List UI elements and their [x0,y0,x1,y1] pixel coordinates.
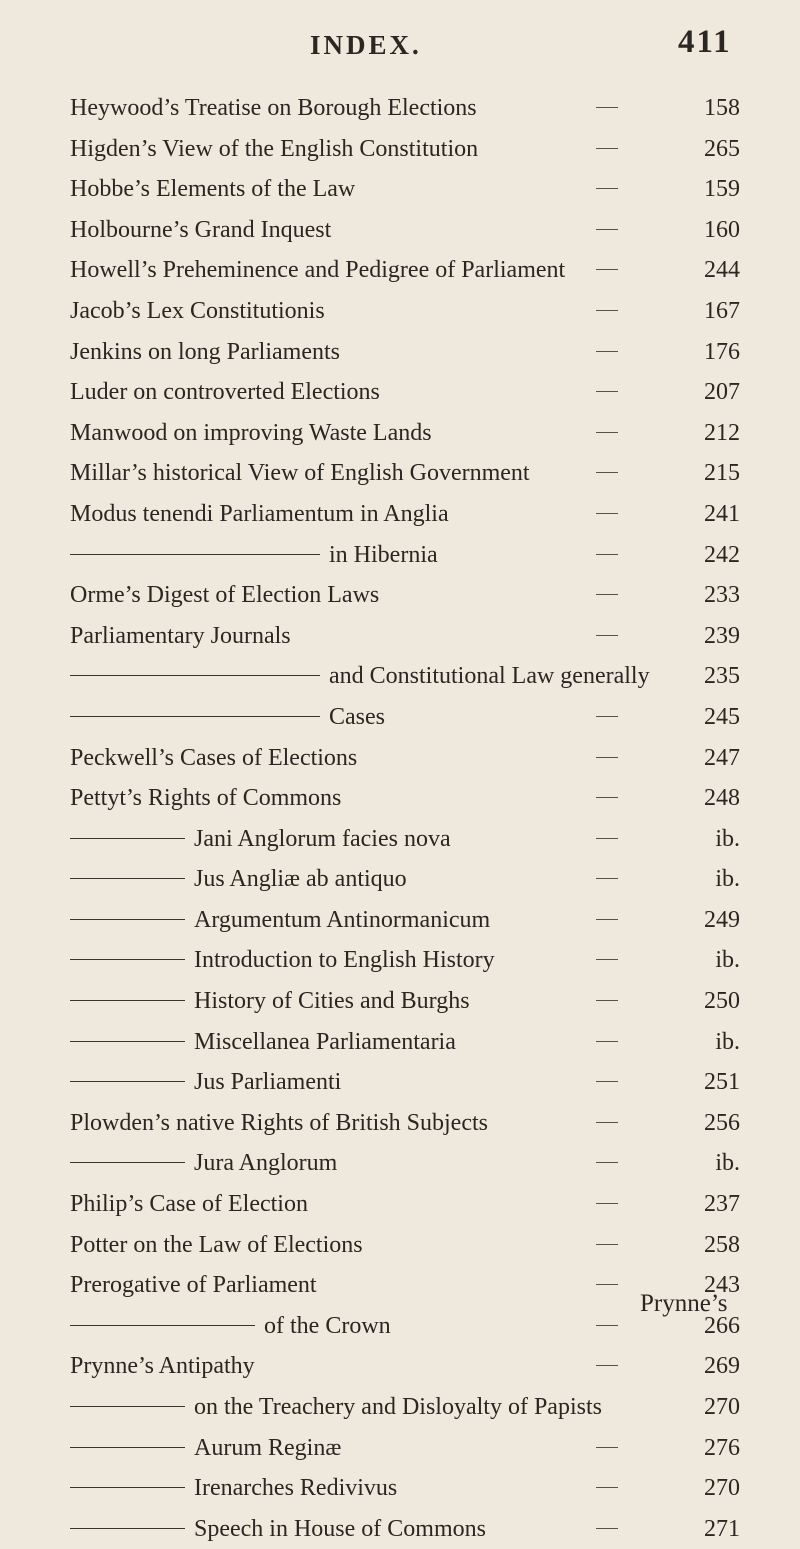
entry-text: Hobbe’s Elements of the Law [70,176,356,203]
entry-page-number: 215 [704,460,740,487]
index-entry [0,1184,800,1225]
entry-title [70,1387,602,1427]
entry-page-number: 160 [704,216,740,243]
index-entry [0,1143,800,1184]
entry-title [70,616,291,656]
entry-page-number: 158 [704,95,740,121]
entry-page-number: 248 [704,785,740,812]
entry-text: Heywood’s Treatise on Borough Elections [70,95,477,121]
entry-page-number: 176 [704,338,740,365]
entry-text: of the Crown [264,1312,391,1339]
index-entry [0,575,800,616]
entry-page-number: 247 [704,744,740,771]
entry-title [70,697,385,737]
entry-text: Jura Anglorum [194,1150,338,1177]
index-entry [0,453,800,494]
index-entry [0,1225,800,1266]
entry-text: History of Cities and Burghs [194,988,470,1015]
catchword: Prynne’s [640,1290,728,1317]
entry-text: on the Treachery and Disloyalty of Papists [194,1394,602,1420]
entry-text: Jus Parliamenti [194,1069,342,1096]
entry-text: in Hibernia [329,541,438,568]
ditto-dash [70,1528,185,1529]
entry-page-number: 159 [704,176,740,203]
entry-title [70,291,325,331]
leader-dash [596,148,618,149]
leader-dash [596,1244,618,1245]
entry-text: Howell’s Preheminence and Pedigree of Parliament [70,257,566,284]
ditto-dash [70,1325,255,1326]
entry-page-number: 270 [704,1394,740,1420]
entry-text: Irenarches Redivivus [194,1475,398,1502]
entry-text: Jenkins on long Parliaments [70,338,340,365]
entry-title [70,940,495,980]
index-entry [0,250,800,291]
entry-text: Aurum Reginæ [194,1434,342,1461]
entry-title [70,859,407,899]
entry-title [70,535,438,575]
entry-text: Parliamentary Journals [70,622,291,649]
entry-page-number: 212 [704,419,740,446]
leader-dash [596,1325,618,1326]
leader-dash [596,472,618,473]
ditto-dash [70,878,185,879]
entry-page-number: 243 [704,1272,740,1299]
page-number: 411 [678,24,732,60]
entry-page-number: 237 [704,1191,740,1218]
entry-page-number: ib. [715,825,740,852]
entry-page-number: 249 [704,906,740,933]
entry-text: Peckwell’s Cases of Elections [70,744,358,771]
leader-dash [596,959,618,960]
leader-dash [596,188,618,189]
entry-text: and Constitutional Law generally [329,663,650,690]
entry-text: Luder on controverted Elections [70,379,380,406]
leader-dash [596,878,618,879]
ditto-dash [70,838,185,839]
entry-page-number: 271 [704,1515,740,1542]
index-entry [0,697,800,738]
entry-page-number: 266 [704,1312,740,1339]
leader-dash [596,269,618,270]
entry-text: Jani Anglorum facies nova [194,825,451,852]
entry-page-number: 245 [704,703,740,730]
leader-dash [596,1528,618,1529]
ditto-dash [70,959,185,960]
ditto-dash [70,1487,185,1488]
leader-dash [596,1081,618,1082]
entry-page-number: 242 [704,541,740,568]
leader-dash [596,635,618,636]
entry-title [70,1225,363,1265]
page-header [0,22,800,82]
entry-text: Philip’s Case of Election [70,1191,308,1218]
entry-title [70,738,357,778]
leader-dash [596,757,618,758]
index-entry [0,88,800,129]
entry-title [70,1346,255,1386]
index-entry [0,900,800,941]
leader-dash [596,838,618,839]
ditto-dash [70,1041,185,1042]
leader-dash [596,229,618,230]
entry-title [70,1103,488,1143]
entry-text: Holbourne’s Grand Inquest [70,216,332,243]
index-entry [0,1468,800,1509]
index-entry [0,1062,800,1103]
entry-title [70,1143,337,1183]
ditto-dash [70,554,320,555]
index-entries [0,88,800,1549]
index-entry [0,778,800,819]
entry-text: Manwood on improving Waste Lands [70,419,432,446]
leader-dash [596,1122,618,1123]
leader-dash [596,1203,618,1204]
ditto-dash [70,919,185,920]
index-entry [0,535,800,576]
entry-page-number: 265 [704,135,740,162]
ditto-dash [70,1447,185,1448]
ditto-dash [70,1162,185,1163]
entry-text: Speech in House of Commons [194,1515,486,1542]
entry-page-number: 233 [704,582,740,609]
entry-text: Jus Angliæ ab antiquo [194,866,407,893]
index-entry [0,1022,800,1063]
leader-dash [596,716,618,717]
entry-title [70,413,432,453]
entry-title [70,169,355,209]
entry-text: Orme’s Digest of Election Laws [70,582,380,609]
entry-text: Pettyt’s Rights of Commons [70,785,342,812]
entry-page-number: ib. [715,1028,740,1055]
index-entry [0,656,800,697]
entry-page-number: 235 [704,663,740,690]
entry-text: Miscellanea Parliamentaria [194,1028,456,1055]
ditto-dash [70,675,320,676]
index-entry [0,210,800,251]
entry-text: Argumentum Antinormanicum [194,906,491,933]
index-entry [0,169,800,210]
entry-title [70,1062,341,1102]
leader-dash [596,554,618,555]
entry-page-number: 244 [704,257,740,284]
leader-dash [596,107,618,108]
index-entry [0,1509,800,1549]
ditto-dash [70,716,320,717]
entry-text: Potter on the Law of Elections [70,1231,363,1258]
entry-title [70,250,565,290]
entry-page-number: 270 [704,1475,740,1502]
entry-page-number: 276 [704,1434,740,1461]
leader-dash [596,513,618,514]
index-entry [0,1428,800,1469]
entry-title [70,900,490,940]
index-entry [0,413,800,454]
entry-page-number: 250 [704,988,740,1015]
entry-page-number: 258 [704,1231,740,1258]
entry-title [70,1468,397,1508]
entry-title [70,1265,317,1305]
ditto-dash [70,1406,185,1407]
entry-title [70,453,530,493]
entry-page-number: 167 [704,297,740,324]
leader-dash [596,594,618,595]
entry-page-number: 239 [704,622,740,649]
entry-title [70,1022,456,1062]
entry-page-number: ib. [715,866,740,893]
index-entry [0,819,800,860]
entry-text: Cases [329,703,385,730]
entry-title [70,1509,486,1549]
entry-text: Introduction to English History [194,947,495,974]
index-entry [0,1346,800,1387]
entry-text: Jacob’s Lex Constitutionis [70,297,325,324]
entry-text: Higden’s View of the English Constitution [70,135,479,162]
entry-title [70,494,449,534]
index-entry [0,738,800,779]
entry-text: Modus tenendi Parliamentum in Anglia [70,500,449,527]
entry-text: Plowden’s native Rights of British Subjects [70,1109,488,1136]
index-entry [0,332,800,373]
entry-page-number: 269 [704,1353,740,1380]
entry-title [70,575,379,615]
entry-title [70,210,331,250]
entry-page-number: 207 [704,379,740,406]
index-entry [0,372,800,413]
entry-title [70,129,478,169]
entry-title [70,372,380,412]
leader-dash [596,1162,618,1163]
leader-dash [596,919,618,920]
entry-title [70,88,477,128]
entry-title [70,981,470,1021]
index-entry [0,494,800,535]
entry-page-number: 251 [704,1069,740,1096]
entry-title [70,1428,341,1468]
entry-title [70,1306,391,1346]
ditto-dash [70,1081,185,1082]
entry-title [70,1184,308,1224]
leader-dash [596,1365,618,1366]
page-title: INDEX. [310,30,422,60]
leader-dash [596,1000,618,1001]
leader-dash [596,310,618,311]
entry-title [70,656,650,696]
index-entry [0,616,800,657]
leader-dash [596,1487,618,1488]
entry-title [70,778,341,818]
entry-title [70,819,451,859]
index-entry [0,291,800,332]
entry-text: Prerogative of Parliament [70,1272,317,1299]
leader-dash [596,351,618,352]
entry-page-number: ib. [715,1150,740,1177]
leader-dash [596,391,618,392]
entry-text: Millar’s historical View of English Government [70,460,530,487]
leader-dash [596,1284,618,1285]
entry-page-number: 241 [704,500,740,527]
index-entry [0,981,800,1022]
leader-dash [596,1041,618,1042]
ditto-dash [70,1000,185,1001]
index-entry [0,859,800,900]
entry-page-number: ib. [715,947,740,974]
entry-text: Prynne’s Antipathy [70,1353,255,1380]
leader-dash [596,797,618,798]
leader-dash [596,432,618,433]
leader-dash [596,1447,618,1448]
entry-title [70,332,340,372]
index-entry [0,940,800,981]
index-entry [0,129,800,170]
index-entry [0,1103,800,1144]
entry-page-number: 256 [704,1109,740,1136]
